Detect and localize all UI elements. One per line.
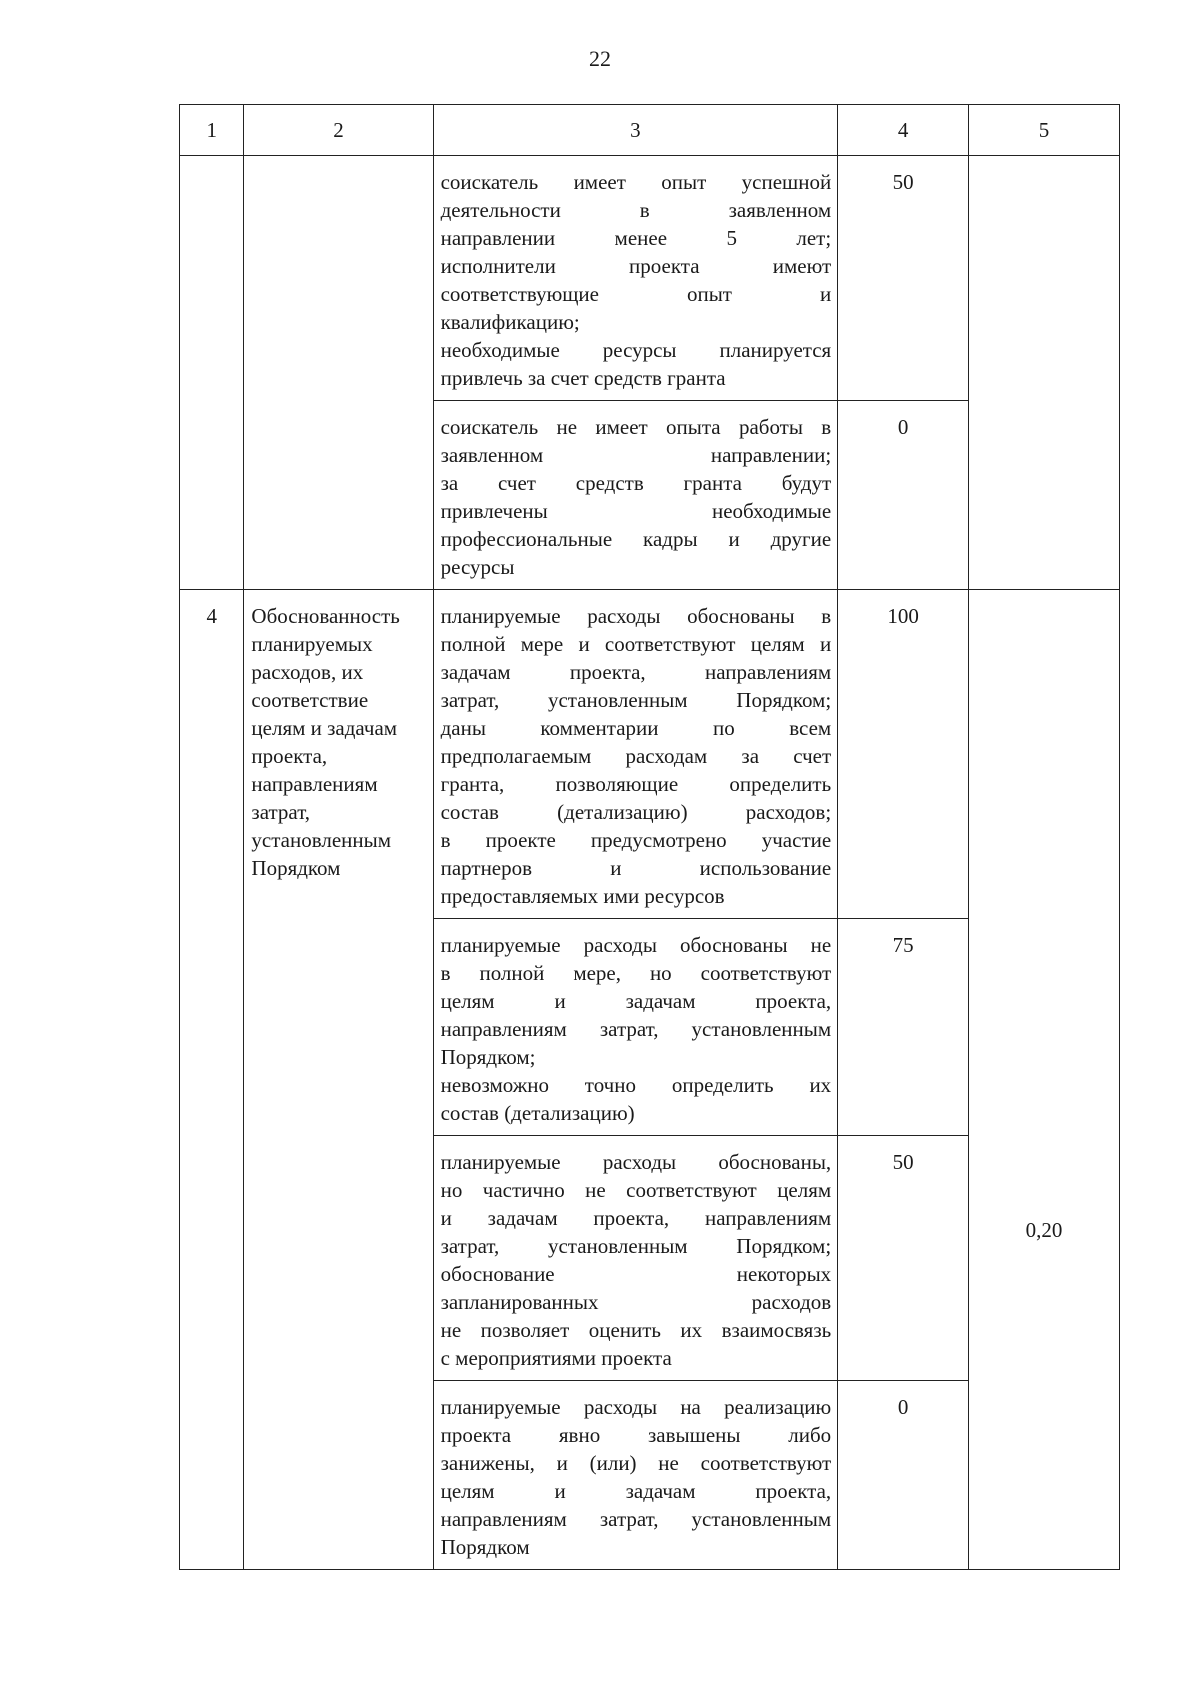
criterion-line: в проекте предусмотрено участие (440, 828, 832, 852)
criterion-name-line: целям и задачам (251, 716, 398, 740)
criterion-line: предполагаемым расходам за счет (440, 744, 832, 768)
criterion-line: проекта явно завышены либо (440, 1423, 832, 1447)
criterion-line: Порядком (440, 1535, 530, 1559)
criterion-line: партнеров и использование (440, 856, 832, 880)
criterion-line: состав (детализацию) расходов; (440, 800, 832, 824)
header-col-3: 3 (433, 105, 838, 156)
criterion-line: состав (детализацию) (440, 1101, 635, 1125)
criterion-line: за счет средств гранта будут (440, 471, 832, 495)
criterion-line: необходимые ресурсы планируется (440, 338, 832, 362)
criterion-line: Порядком; (440, 1045, 536, 1069)
criterion-name-line: Обоснованность (251, 604, 400, 628)
page-number: 22 (589, 46, 611, 71)
score-cell: 0 (838, 401, 969, 590)
criterion-line: профессиональные кадры и другие (440, 527, 832, 551)
criterion-description-cell (433, 401, 838, 590)
criterion-line: ресурсы (440, 555, 515, 579)
criterion-line: занижены, и (или) не соответствуют (440, 1451, 832, 1475)
criterion-line: направлении менее 5 лет; (440, 226, 832, 250)
criterion-line: но частично не соответствуют целям (440, 1178, 832, 1202)
criteria-table (179, 104, 1120, 1570)
table-row (180, 156, 1120, 401)
criterion-line: задачам проекта, направлениям (440, 660, 832, 684)
header-col-5: 5 (969, 105, 1120, 156)
criterion-line: планируемые расходы обоснованы, (440, 1150, 832, 1174)
criterion-line: и задачам проекта, направлениям (440, 1206, 832, 1230)
criterion-line: планируемые расходы обоснованы не (440, 933, 832, 957)
criterion-name-line: планируемых (251, 632, 373, 656)
score-cell: 75 (838, 919, 969, 1136)
criterion-name-line: установленным (251, 828, 392, 852)
criterion-name-line: расходов, их (251, 660, 364, 684)
criterion-line: даны комментарии по всем (440, 716, 832, 740)
criterion-description-cell (433, 590, 838, 919)
criterion-line: направлениям затрат, установленным (440, 1507, 832, 1531)
criterion-line: запланированных расходов (440, 1290, 832, 1314)
criterion-description-cell (433, 919, 838, 1136)
criterion-line: целям и задачам проекта, (440, 989, 832, 1013)
criterion-line: полной мере и соответствуют целям и (440, 632, 832, 656)
criterion-description-cell (433, 1136, 838, 1381)
criterion-line: направлениям затрат, установленным (440, 1017, 832, 1041)
criterion-line: квалификацию; (440, 310, 580, 334)
criterion-line: целям и задачам проекта, (440, 1479, 832, 1503)
criterion-line: гранта, позволяющие определить (440, 772, 832, 796)
criterion-description-cell (433, 1381, 838, 1570)
criterion-name-line: соответствие (251, 688, 369, 712)
criterion-description-cell (433, 156, 838, 401)
criterion-line: затрат, установленным Порядком; (440, 1234, 832, 1258)
score-cell: 50 (838, 156, 969, 401)
criterion-line: заявленном направлении; (440, 443, 832, 467)
criterion-name-line: затрат, (251, 800, 311, 824)
criterion-name-cell (244, 156, 433, 590)
criterion-line: соискатель имеет опыт успешной (440, 170, 832, 194)
weight-value: 0,20 (1025, 1217, 1063, 1242)
header-col-2: 2 (244, 105, 433, 156)
criterion-line: затрат, установленным Порядком; (440, 688, 832, 712)
criterion-line: соискатель не имеет опыта работы в (440, 415, 832, 439)
criterion-line: исполнители проекта имеют (440, 254, 832, 278)
row-number-cell (180, 156, 244, 590)
criterion-line: обоснование некоторых (440, 1262, 832, 1286)
criterion-line: невозможно точно определить их (440, 1073, 832, 1097)
criterion-name-line: направлениям (251, 772, 378, 796)
score-cell: 50 (838, 1136, 969, 1381)
criterion-line: в полной мере, но соответствуют (440, 961, 832, 985)
header-col-1: 1 (180, 105, 244, 156)
criterion-name-line: проекта, (251, 744, 328, 768)
score-cell: 100 (838, 590, 969, 919)
criterion-line: предоставляемых ими ресурсов (440, 884, 725, 908)
score-cell: 0 (838, 1381, 969, 1570)
criterion-line: деятельности в заявленном (440, 198, 832, 222)
header-col-4: 4 (838, 105, 969, 156)
table-header-row (180, 105, 1120, 156)
criterion-line: с мероприятиями проекта (440, 1346, 672, 1370)
weight-cell (969, 590, 1120, 1570)
criterion-line: привлечены необходимые (440, 499, 832, 523)
criterion-name-line: Порядком (251, 856, 341, 880)
criterion-line: соответствующие опыт и (440, 282, 832, 306)
criterion-name-cell (244, 590, 433, 1570)
table-row (180, 590, 1120, 919)
row-number-cell: 4 (180, 590, 244, 1570)
criterion-line: не позволяет оценить их взаимосвязь (440, 1318, 832, 1342)
criterion-line: привлечь за счет средств гранта (440, 366, 726, 390)
criterion-line: планируемые расходы обоснованы в (440, 604, 832, 628)
weight-cell (969, 156, 1120, 590)
criterion-line: планируемые расходы на реализацию (440, 1395, 832, 1419)
